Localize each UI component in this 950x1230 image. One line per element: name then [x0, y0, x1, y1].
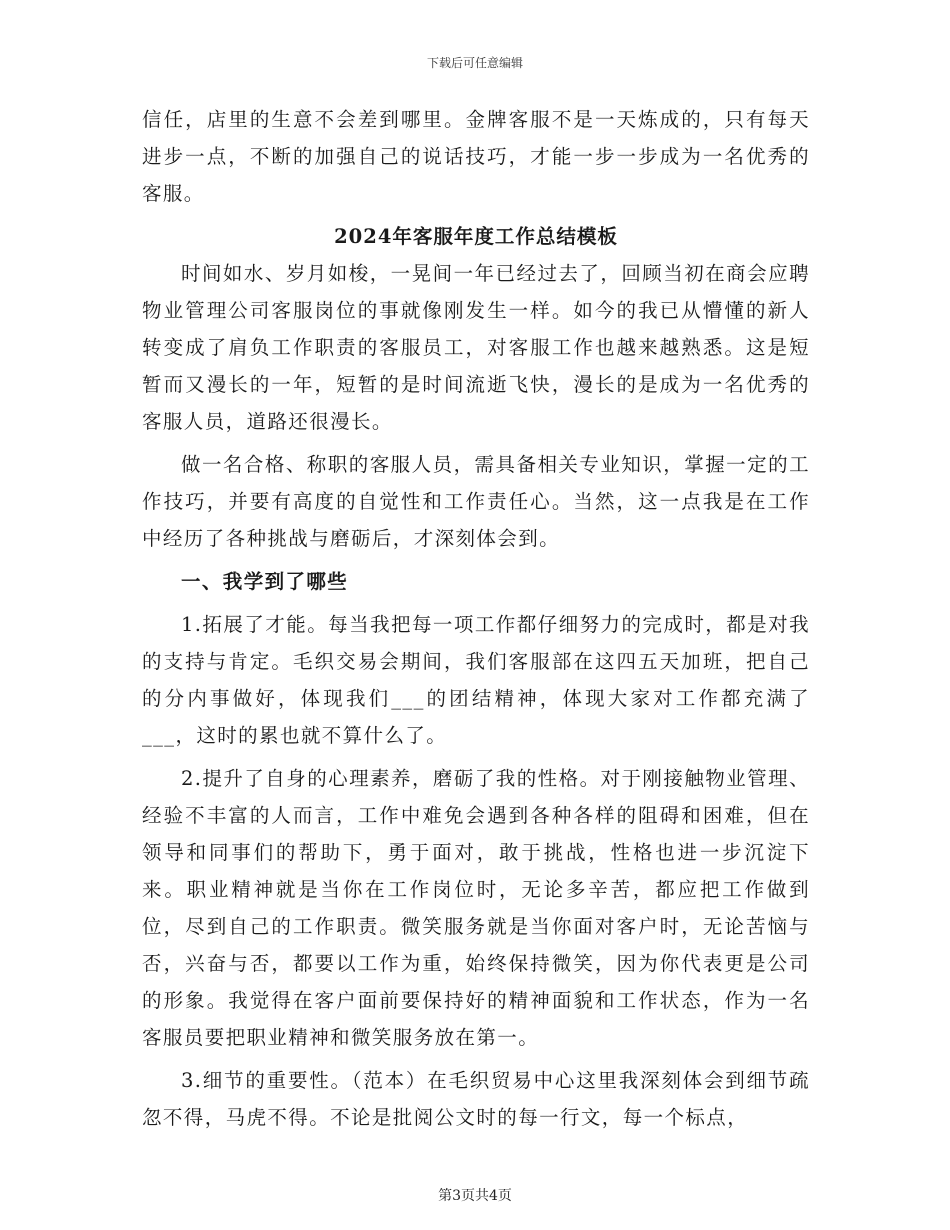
- list-item: 2.提升了自身的心理素养，磨砺了我的性格。对于刚接触物业管理、经验不丰富的人而言，工作中难免会遇到各种各样的阻碍和困难，但在领导和同事们的帮助下，勇于面对，敢于挑战，性格也进一步沉淀下来。职业精神就是当你在工作岗位时，无论多辛苦，都应把工作做到位，尽到自己的工作职责。微笑服务就是当你面对客户时，无论苦恼与否，兴奋与否，都要以工作为重，始终保持微笑，因为你代表更是公司的形象。我觉得在客户面前要保持好的精神面貌和工作状态，作为一名客服员要把职业精神和微笑服务放在第一。: [142, 767, 810, 1049]
- lead-paragraph: 信任，店里的生意不会差到哪里。金牌客服不是一天炼成的，只有每天进步一点，不断的加强自己的说话技巧，才能一步一步成为一名优秀的客服。: [142, 108, 810, 205]
- document-title: 2024年客服年度工作总结模板: [334, 225, 618, 248]
- list-item: 1.拓展了才能。每当我把每一项工作都仔细努力的完成时，都是对我的支持与肯定。毛织交易会期间，我们客服部在这四五天加班，把自己的分内事做好，体现我们___的团结精神，体现大家对工作都充满了___，这时的累也就不算什么了。: [142, 613, 810, 747]
- body-paragraph: 时间如水、岁月如梭，一晃间一年已经过去了，回顾当初在商会应聘物业管理公司客服岗位的事就像刚发生一样。如今的我已从懵懂的新人转变成了肩负工作职责的客服员工，对客服工作也越来越熟悉。这是短暂而又漫长的一年，短暂的是时间流逝飞快，漫长的是成为一名优秀的客服人员，道路还很漫长。: [142, 262, 810, 433]
- body-paragraph: 做一名合格、称职的客服人员，需具备相关专业知识，掌握一定的工作技巧，并要有高度的自觉性和工作责任心。当然，这一点我是在工作中经历了各种挑战与磨砺后，才深刻体会到。: [142, 453, 810, 550]
- page-header-note: 下载后可任意编辑: [426, 56, 523, 70]
- list-item: 3.细节的重要性。（范本）在毛织贸易中心这里我深刻体会到细节疏忽不得，马虎不得。不论是批阅公文时的每一行文，每一个标点，: [142, 1069, 810, 1129]
- section-heading: 一、我学到了哪些: [181, 570, 349, 593]
- page-number-footer: 第3页共4页: [438, 1188, 512, 1204]
- document-body: [142, 101, 810, 1136]
